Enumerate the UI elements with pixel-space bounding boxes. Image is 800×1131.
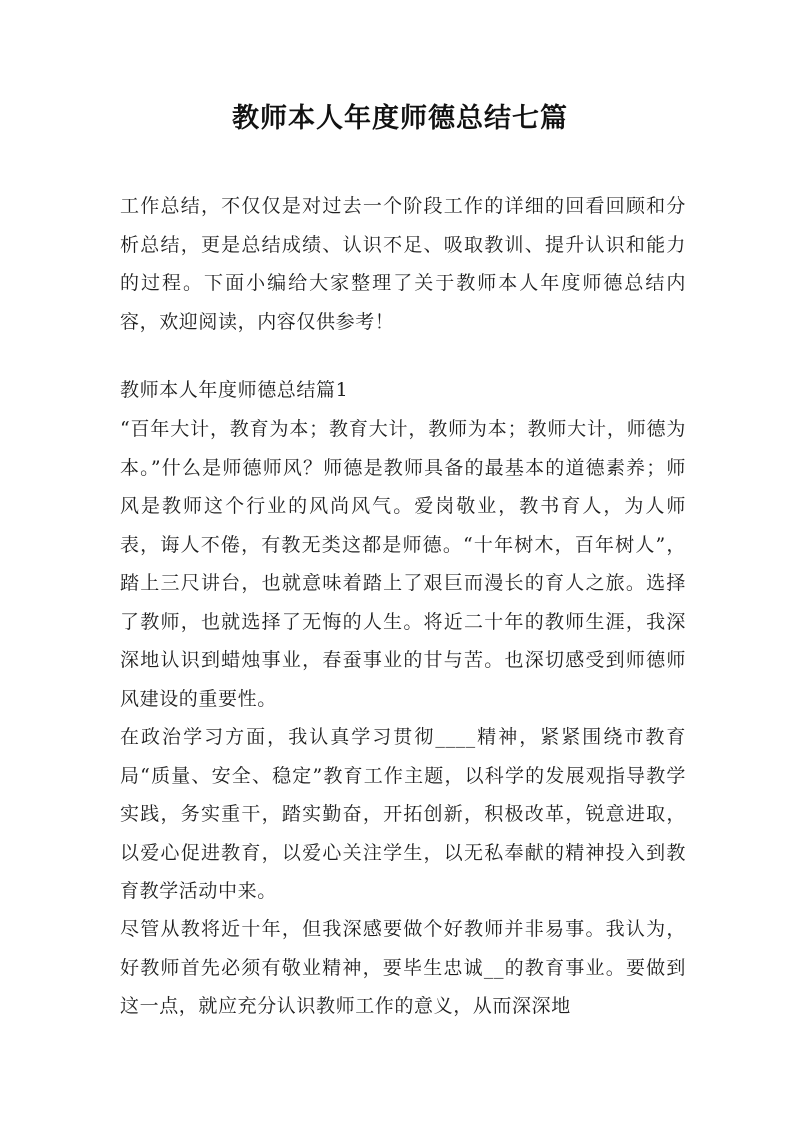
body-paragraph: “百年大计，教育为本；教育大计，教师为本；教师大计，师德为本。”什么是师德师风？师德是教师具备的最基本的道德素养；师风是教师这个行业的风尚风气。爱岗敬业，教书育人，为人师表，诲人不倦，有教无类这都是师德。“十年树木，百年树人”，踏上三尺讲台，也就意味着踏上了艰巨而漫长的育人之旅。选择了教师，也就选择了无悔的人生。将近二十年的教师生涯，我深深地认识到蜡烛事业，春蚕事业的甘与苦。也深切感受到师德师风建设的重要性。 [120, 418, 686, 710]
document-title: 教师本人年度师德总结七篇 [232, 103, 568, 134]
body-paragraph: 在政治学习方面，我认真学习贯彻____精神，紧紧围绕市教育局“质量、安全、稳定”教育工作主题，以科学的发展观指导教学实践，务实重干，踏实勤奋，开拓创新，积极改革，锐意进取，以爱心促进教育，以爱心关注学生，以无私奉献的精神投入到教育教学活动中来。 [120, 726, 686, 902]
intro-paragraph: 工作总结，不仅仅是对过去一个阶段工作的详细的回看回顾和分析总结，更是总结成绩、认识不足、吸取教训、提升认识和能力的过程。下面小编给大家整理了关于教师本人年度师德总结内容，欢迎阅读，内容仅供参考！ [120, 195, 686, 333]
body-paragraph: 尽管从教将近十年，但我深感要做个好教师并非易事。我认为，好教师首先必须有敬业精神，要毕生忠诚__的教育事业。要做到这一点，就应充分认识教师工作的意义，从而深深地 [120, 918, 686, 1017]
section-heading: 教师本人年度师德总结篇1 [120, 379, 349, 401]
